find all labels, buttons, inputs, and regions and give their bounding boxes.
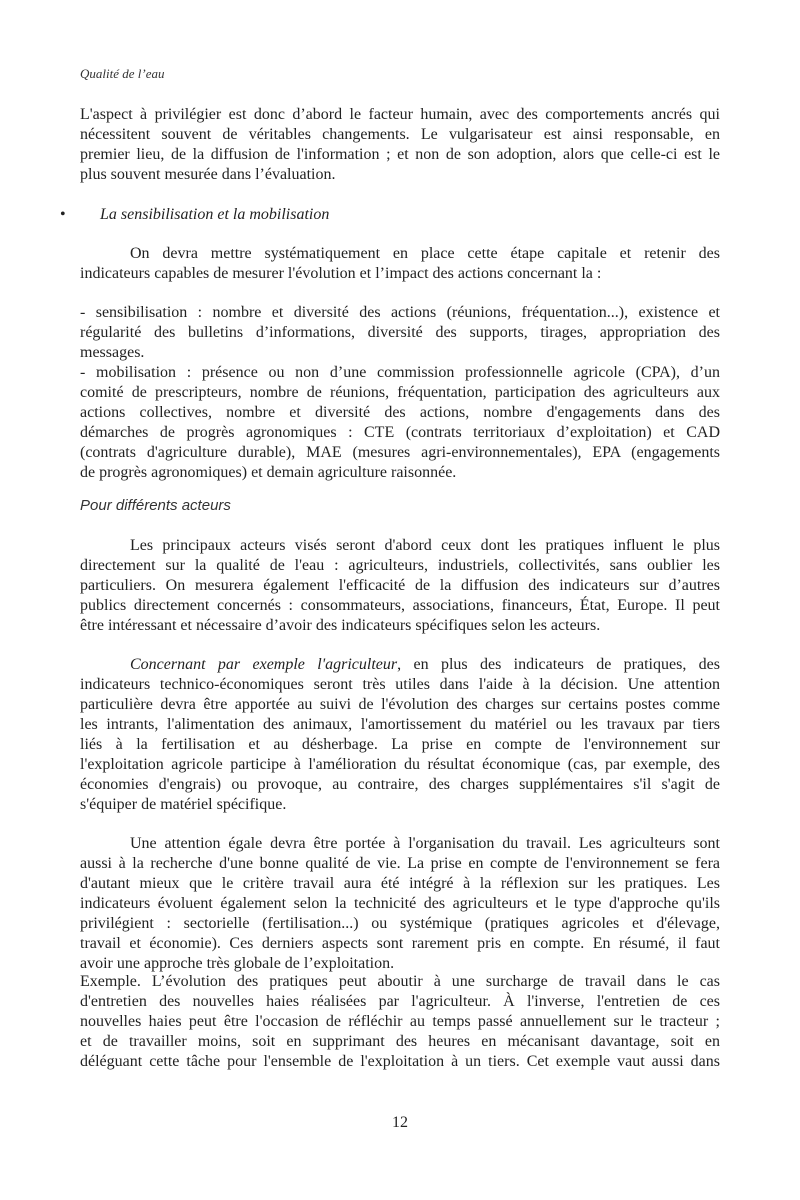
text-line: directement sur la qualité de l'eau : agriculteurs, industriels, collectivités, sans oublier les <box>80 557 720 574</box>
paragraph-acteurs <box>80 536 720 636</box>
text-line: Les principaux acteurs visés seront d'abord ceux dont les pratiques influent le plus <box>130 537 720 554</box>
text-line: Une attention égale devra être portée à l'organisation du travail. Les agriculteurs sont <box>130 835 720 852</box>
paragraph-exemple <box>80 972 720 1072</box>
text-line: s'équiper de matériel spécifique. <box>80 796 287 813</box>
section-heading: La sensibilisation et la mobilisation <box>100 206 330 223</box>
text-line: régularité des bulletins d’informations, diversité des supports, tirages, appropriation des <box>80 324 720 341</box>
text-line: déléguant cette tâche pour l'ensemble de l'exploitation à un tiers. Cet exemple vaut aussi dans <box>80 1053 720 1070</box>
text-line: nécessitent souvent de véritables changements. Le vulgarisateur est ainsi responsable, en <box>80 126 720 143</box>
text-line: particuliers. On mesurera également l'efficacité de la diffusion des indicateurs sur d’autres <box>80 577 720 594</box>
text-line: indicateurs technico-économiques seront très utiles dans l'aide à la décision. Une attention <box>80 676 720 693</box>
page-number: 12 <box>392 1114 408 1131</box>
text-line: être intéressant et nécessaire d’avoir des indicateurs spécifiques selon les acteurs. <box>80 617 601 634</box>
bullet-icon: • <box>60 206 66 223</box>
text-line: avoir une approche très globale de l’exploitation. <box>80 955 395 972</box>
line-text: , en plus des indicateurs de pratiques, des <box>397 656 721 673</box>
text-line: On devra mettre systématiquement en place cette étape capitale et retenir des <box>130 245 720 262</box>
text-line: - mobilisation : présence ou non d’une commission professionnelle agricole (CPA), d’un <box>80 364 720 381</box>
text-line: particulière devra être apportée au suivi de l'évolution des charges sur certains postes comme <box>80 696 720 713</box>
italic-lead: Concernant par exemple l'agriculteur <box>130 656 398 673</box>
text-line: publics directement concernés : consommateurs, associations, financeurs, État, Europe. Il peut <box>80 597 720 614</box>
text-line: comité de prescripteurs, nombre de réunions, fréquentation, participation des agriculteurs aux <box>80 384 720 401</box>
paragraph-organisation <box>80 834 720 974</box>
text-line: démarches de progrès agronomiques : CTE (contrats territoriaux d’exploitation) et CAD <box>80 424 720 441</box>
text-line <box>80 655 720 675</box>
text-line: aussi à la recherche d'une bonne qualité de vie. La prise en compte de l'environnement se fera <box>80 855 720 872</box>
text-line: indicateurs évoluent également selon la technicité des agriculteurs et le type d'approche qu'ils <box>80 895 720 912</box>
running-header: Qualité de l’eau <box>80 66 165 81</box>
text-line: L'aspect à privilégier est donc d’abord le facteur humain, avec des comportements ancrés qui <box>80 106 720 123</box>
text-line: l'exploitation agricole participe à l'amélioration du résultat économique (cas, par exemple, des <box>80 756 720 773</box>
paragraph-mobilisation <box>80 363 720 483</box>
text-line: d'autant mieux que le critère travail aura été intégré à la réflexion sur les pratiques. Les <box>80 875 720 892</box>
text-line: d'entretien des nouvelles haies réalisées par l'agriculteur. À l'inverse, l'entretien de ces <box>80 993 720 1010</box>
text-line: et de travailler moins, soit en supprimant des heures en mécanisant davantage, soit en <box>80 1033 720 1050</box>
paragraph-agriculteur <box>80 655 720 815</box>
paragraph-sensibilisation <box>80 303 720 363</box>
text-line: premier lieu, de la diffusion de l'information ; et non de son adoption, alors que celle-ci est le <box>80 146 720 163</box>
text-line: privilégient : sectorielle (fertilisation...) ou systémique (pratiques agricoles et d'élevage, <box>80 915 720 932</box>
text-line: indicateurs capables de mesurer l'évolution et l’impact des actions concernant la : <box>80 265 602 282</box>
text-line: économies d'engrais) ou provoque, au contraire, des charges supplémentaires s'il s'agit de <box>80 776 720 793</box>
text-line: liés à la fertilisation et au désherbage. La prise en compte de l'environnement sur <box>80 736 720 753</box>
text-line: - sensibilisation : nombre et diversité des actions (réunions, fréquentation...), existence et <box>80 304 720 321</box>
subheading: Pour différents acteurs <box>80 497 231 514</box>
text-line: plus souvent mesurée dans l’évaluation. <box>80 166 336 183</box>
text-line: (contrats d'agriculture durable), MAE (mesures agri-environnementales), EPA (engagements <box>80 444 720 461</box>
text-line: actions collectives, nombre et diversité des actions, nombre d'engagements dans des <box>80 404 720 421</box>
text-line: travail et économie). Ces derniers aspects sont rarement pris en compte. En résumé, il faut <box>80 935 720 952</box>
text-line: les intrants, l'alimentation des animaux, l'amortissement du matériel ou les travaux par tiers <box>80 716 720 733</box>
text-line: de progrès agronomiques) et demain agriculture raisonnée. <box>80 464 457 481</box>
text-line: nouvelles haies peut être l'occasion de réfléchir au temps passé annuellement sur le tracteur ; <box>80 1013 720 1030</box>
paragraph-aspect <box>80 105 720 185</box>
text-line: Exemple. L’évolution des pratiques peut aboutir à une surcharge de travail dans le cas <box>80 973 720 990</box>
paragraph-on-devra <box>80 244 720 284</box>
text-line: messages. <box>80 344 145 361</box>
